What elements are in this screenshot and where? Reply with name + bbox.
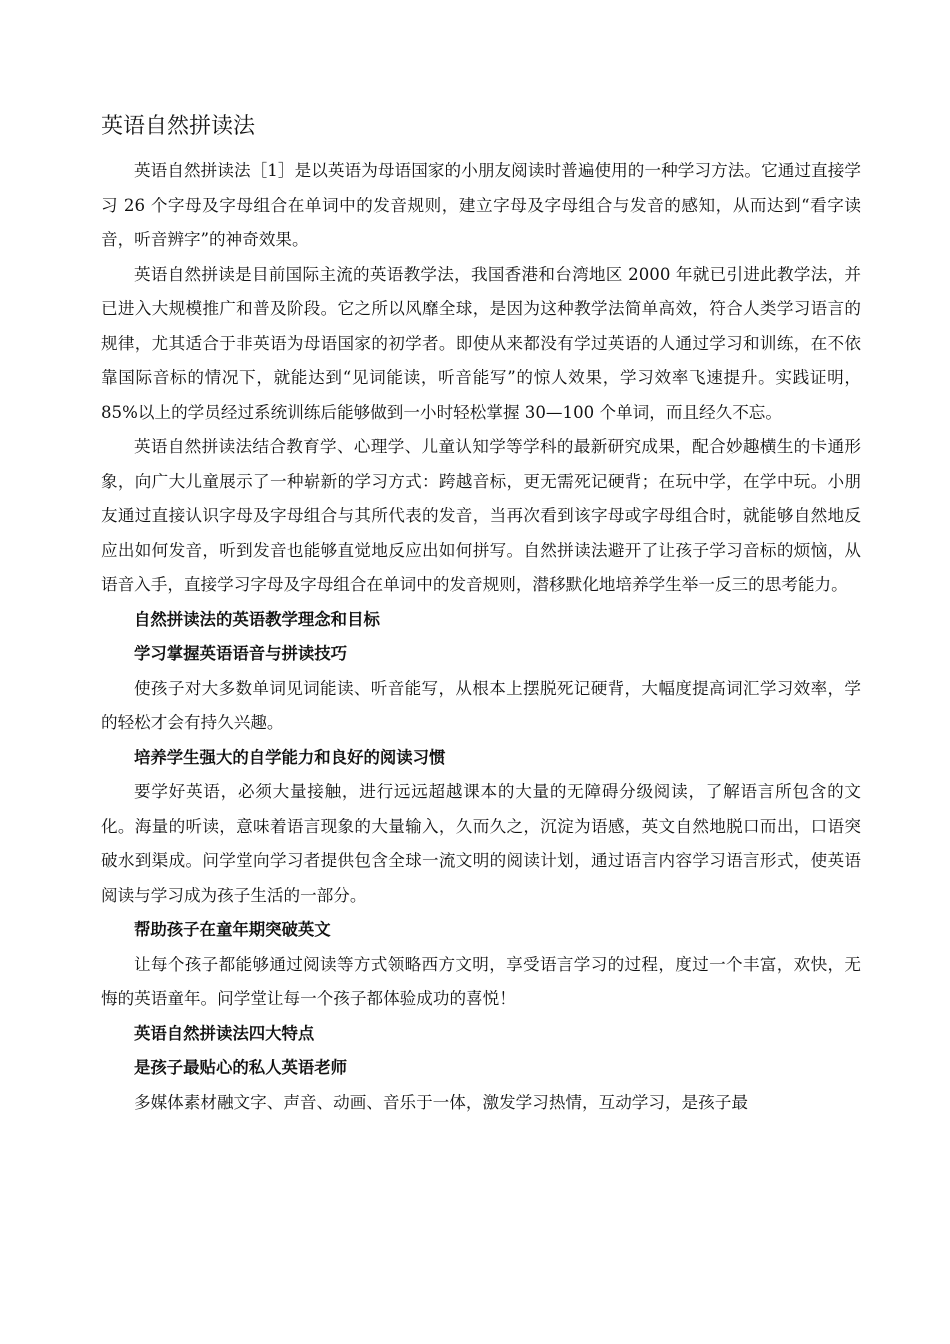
paragraph-self-study: 要学好英语，必须大量接触，进行远远超越课本的大量的无障碍分级阅读，了解语言所包含的文化。海量的听读，意味着语言现象的大量输入，久而久之，沉淀为语感，英文自然地脱口而出，口语突破水到渠成。问学堂向学习者提供包含全球一流文明的阅读计划，通过语言内容学习语言形式，使英语阅读与学习成为孩子生活的一部分。 — [101, 782, 861, 905]
document-page — [101, 112, 861, 1120]
heading-four-features: 英语自然拼读法四大特点 — [134, 1023, 315, 1043]
paragraph-method: 英语自然拼读法结合教育学、心理学、儿童认知学等学科的最新研究成果，配合妙趣横生的卡通形象，向广大儿童展示了一种崭新的学习方式：跨越音标，更无需死记硬背；在玩中学，在学中玩。小朋友通过直接认识字母及字母组合与其所代表的发音，当再次看到该字母或字母组合时，就能够自然地反应出如何发音，听到发音也能够直觉地反应出如何拼写。自然拼读法避开了让孩子学习音标的烦恼，从语音入手，直接学习字母及字母组合在单词中的发音规则，潜移默化地培养学生举一反三的思考能力。 — [101, 437, 861, 594]
document-title: 英语自然拼读法 — [101, 114, 256, 139]
heading-teaching-goals: 自然拼读法的英语教学理念和目标 — [134, 609, 380, 629]
paragraph-intro: 英语自然拼读法［1］是以英语为母语国家的小朋友阅读时普遍使用的一种学习方法。它通过直接学习 26 个字母及字母组合在单词中的发音规则，建立字母及字母组合与发音的感知，从而达到“看字读音，听音辨字”的神奇效果。 — [101, 161, 861, 249]
heading-phonics-skills: 学习掌握英语语音与拼读技巧 — [134, 644, 348, 663]
paragraph-childhood-breakthrough: 让每个孩子都能够通过阅读等方式领略西方文明，享受语言学习的过程，度过一个丰富，欢快，无悔的英语童年。问学堂让每一个孩子都体验成功的喜悦！ — [101, 954, 861, 1008]
paragraph-phonics-skills: 使孩子对大多数单词见词能读、听音能写，从根本上摆脱死记硬背，大幅度提高词汇学习效率，学的轻松才会有持久兴趣。 — [101, 678, 861, 732]
heading-private-teacher: 是孩子最贴心的私人英语老师 — [134, 1058, 348, 1077]
heading-childhood-breakthrough: 帮助孩子在童年期突破英文 — [134, 920, 331, 939]
paragraph-private-teacher: 多媒体素材融文字、声音、动画、音乐于一体，激发学习热情，互动学习，是孩子最 — [134, 1092, 748, 1112]
paragraph-popularity: 英语自然拼读是目前国际主流的英语教学法，我国香港和台湾地区 2000 年就已引进此教学法，并已进入大规模推广和普及阶段。它之所以风靡全球，是因为这种教学法简单高效，符合人类学习语言的规律，尤其适合于非英语为母语国家的初学者。即使从来都没有学过英语的人通过学习和训练，在不依靠国际音标的情况下，就能达到“见词能读，听音能写”的惊人效果，学习效率飞速提升。实践证明，85%以上的学员经过系统训练后能够做到一小时轻松掌握 30—100 个单词，而且经久不忘。 — [101, 264, 861, 422]
heading-self-study: 培养学生强大的自学能力和良好的阅读习惯 — [134, 747, 446, 767]
